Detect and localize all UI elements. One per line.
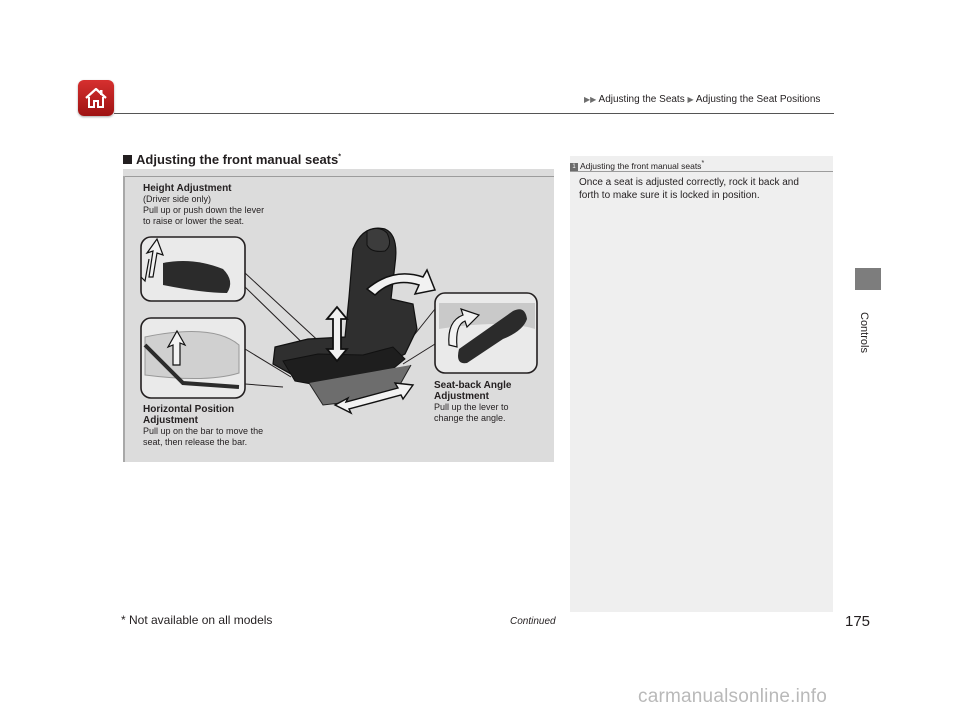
continued-label: Continued bbox=[510, 616, 556, 627]
breadcrumb-arrow-icon: ▶▶ bbox=[584, 95, 597, 104]
breadcrumb-item-seat-positions[interactable]: Adjusting the Seat Positions bbox=[695, 94, 821, 105]
note-title: 1 Adjusting the front manual seats* bbox=[570, 156, 833, 172]
reference-icon: 1 bbox=[570, 163, 578, 171]
watermark: carmanualsonline.info bbox=[638, 686, 828, 707]
seatback-caption: Seat-back Angle Adjustment Pull up the lever to change the angle. bbox=[434, 380, 512, 423]
header-rule bbox=[114, 113, 834, 114]
section-title: Adjusting the front manual seats* bbox=[123, 152, 341, 167]
home-icon bbox=[83, 85, 109, 111]
chapter-tab[interactable] bbox=[855, 268, 881, 290]
horizontal-caption: Horizontal Position Adjustment Pull up on the bar to move the seat, then release the bar. bbox=[143, 404, 264, 447]
home-button[interactable] bbox=[78, 80, 114, 116]
breadcrumb bbox=[584, 94, 834, 105]
height-arrow-icon bbox=[327, 307, 347, 361]
height-caption: Height Adjustment (Driver side only) Pull up or push down the lever to raise or lower the seat. bbox=[143, 183, 265, 226]
chapter-tab-label[interactable]: Controls bbox=[858, 312, 870, 353]
square-bullet-icon bbox=[123, 155, 132, 164]
not-all-models-mark: * bbox=[338, 153, 341, 161]
page-number: 175 bbox=[845, 613, 871, 630]
breadcrumb-arrow-icon: ▶ bbox=[687, 95, 694, 104]
note-sidebar bbox=[570, 156, 833, 612]
seat-adjustment-figure bbox=[123, 169, 554, 462]
footnote: * Not available on all models bbox=[121, 613, 273, 627]
note-body: Once a seat is adjusted correctly, rock it back and forth to make sure it is locked in position. bbox=[579, 177, 799, 201]
breadcrumb-item-seats[interactable]: Adjusting the Seats bbox=[598, 94, 685, 105]
